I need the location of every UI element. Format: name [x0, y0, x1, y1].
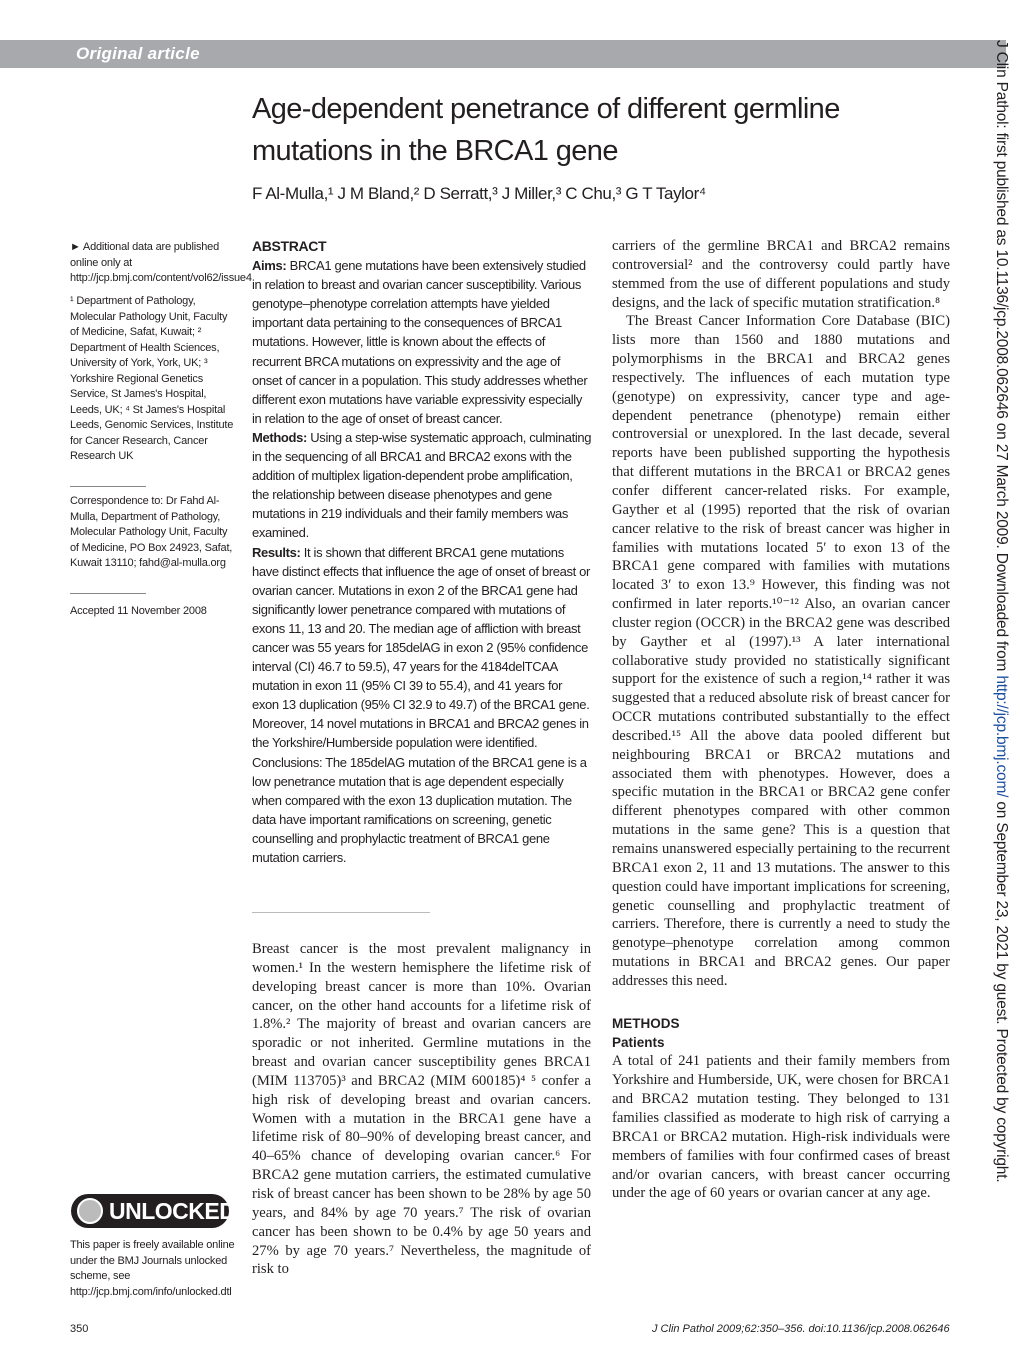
footer-citation: J Clin Pathol 2009;62:350–356. doi:10.1136/jcp.2008.062646	[652, 1323, 950, 1335]
intro-paragraph: Breast cancer is the most prevalent malignancy in women.¹ In the western hemisphere the lifetime risk of developing breast cancer is more than 10%. Ovarian cancer, on the other hand accounts for a lifetime risk of 1.8%.² The majority of breast and ovarian cancers are sporadic or not inherited. Germline mutations in the breast and ovarian cancer susceptibility genes BRCA1 (MIM 113705)³ and BRCA2 (MIM 600185)⁴ ⁵ confer a high risk of developing breast and ovarian cancers. Women with a mutation in the BRCA1 gene have a lifetime risk of 80–90% of developing breast cancer, and 40–65% chance of developing ovarian cancer.⁶ For BRCA2 gene mutation carriers, the estimated cumulative risk of breast cancer has been shown to be 28% by age 50 years, and 84% by age 70 years.⁷ The risk of ovarian cancer has been shown to be 0.4% by age 50 years and 27% by age 70 years.⁷ Nevertheless, the magnitude of risk to	[252, 941, 591, 1278]
article-type-banner	[0, 40, 1006, 68]
divider	[70, 486, 146, 487]
abstract-heading: ABSTRACT	[252, 238, 327, 254]
abstract-results: It is shown that different BRCA1 gene mutations have distinct effects that influence the age of onset of breast or ovarian cancer. Mutations in exon 2 of the BRCA1 gene had significantly lower penetrance compared with mutations of exons 11, 13 and 20. The median age of affliction with breast cancer was 55 years for 185delAG in exon 2 (95% confidence interval (CI) 46.7 to 59.5), 47 years for the 4184delTCAA mutation in exon 11 (95% CI 39 to 55.4), and 41 years for exon 13 duplication (95% CI 32.9 to 49.7) of the BRCA1 gene. Moreover, 14 novel mutations in BRCA1 and BRCA2 genes in the Yorkshire/Humberside population were identified.	[252, 544, 590, 751]
correspondence: Correspondence to: Dr Fahd Al-Mulla, Department of Pathology, Molecular Pathology Unit, Faculty of Medicine, PO Box 24923, Safat, Kuwait 13110; fahd@al-mulla.org	[70, 495, 233, 569]
body-column-right	[612, 237, 950, 1203]
unlocked-logo: UNLOCKED	[71, 1194, 229, 1228]
methods-heading: METHODS	[612, 1015, 680, 1031]
body-paragraph: carriers of the germline BRCA1 and BRCA2 remains controversial² and the controversy could partly have stemmed from the use of different populations and study designs, and the lack of specific mutation stratification.⁸	[612, 238, 950, 311]
open-lock-icon	[77, 1198, 103, 1224]
authors: F Al-Mulla,¹ J M Bland,² D Serratt,³ J Miller,³ C Chu,³ G T Taylor⁴	[252, 184, 706, 203]
patients-heading: Patients	[612, 1034, 665, 1050]
article-type: Original article	[76, 44, 200, 63]
accepted-date: Accepted 11 November 2008	[70, 605, 207, 617]
body-paragraph: The Breast Cancer Information Core Database (BIC) lists more than 1560 and 1880 mutations and polymorphisms in the BRCA1 and BRCA2 genes respectively. The influences of each mutation type (genotype) on expressivity, cancer type and age-dependent penetrance (phenotype) remain either controversial or unexplored. In the last decade, several reports have been published supporting the hypothesis that different mutations in the BRCA1 or BRCA2 genes confer different cancer-related risks. For example, Gayther et al (1995) reported that the risk of ovarian cancer relative to the risk of breast cancer was higher in families with mutations located 5′ to exon 13 of the BRCA1 gene compared with families with mutations located 3′ to exon 13.⁹ However, this finding was not confirmed in later reports.¹⁰⁻¹² Also, an ovarian cancer cluster region (OCCR) in the BRCA2 gene was described by Gayther et al (1997).¹³ A later international collaborative study provided no statistically significant support for the existence of such a region,¹⁴ rather it was suggested that a reduced absolute risk of breast cancer for OCCR mutations contributed substantially to the effect described.¹⁵ All the above data pooled different but neighbouring BRCA1 or BRCA2 mutations and associated them with phenotypes. However, does a specific mutation in the BRCA1 or BRCA2 gene confer different phenotypes compared with other common mutations in the same gene? This is a question that remains unanswered especially pertaining to the recurrent BRCA1 exon 2, 11 and 13 mutations. The answer to this question could have important implications for screening, genetic counselling and prophylactic treatment of carriers. Therefore, there is currently a need to study the genotype–phenotype correlation among common mutations in BRCA1 and BRCA2 genes. Our paper addresses this need.	[612, 313, 950, 989]
abstract-conclusions: Conclusions: The 185delAG mutation of the BRCA1 gene is a low penetrance mutation that is age dependent especially when compared with the exon 13 duplication mutation. The data have important ramifications on screening, genetic counselling and prophylactic treatment of BRCA1 gene mutation carriers.	[252, 754, 587, 865]
unlocked-note: This paper is freely available online under the BMJ Journals unlocked scheme, see http://jcp.bmj.com/info/unlocked.dtl	[70, 1239, 235, 1298]
abstract-aims: BRCA1 gene mutations have been extensively studied in relation to breast and ovarian cancer susceptibility. Various genotype–phenotype correlation attempts have yielded important data pertaining to the consequences of BRCA1 mutations. However, little is known about the effects of recurrent BRCA mutations on expressivity and the age of onset of cancer in a population. This study addresses whether different exon mutations have variable expressivity especially in relation to the age of onset of breast cancer.	[252, 258, 588, 426]
abstract: ABSTRACT Aims: BRCA1 gene mutations have been extensively studied in relation to breast and ovarian cancer susceptibility. Various genotype–phenotype correlation attempts have yielded important data pertaining to the consequences of BRCA1 mutations. However, little is known about the effects of recurrent BRCA mutations on expressivity and the age of onset of cancer in a population. This study addresses whether different exon mutations have variable expressivity especially in relation to the age of onset of breast cancer. Methods: Using a step-wise systematic approach, culminating in the sequencing of all BRCA1 and BRCA2 exons with the addition of multiplex ligation-dependent probe amplification, the relationship between disease phenotypes and gene mutations in 219 individuals and their family members was examined. Results: It is shown that different BRCA1 gene mutations have distinct effects that influence the age of onset of breast or ovarian cancer. Mutations in exon 2 of the BRCA1 gene had significantly lower penetrance compared with mutations of exons 11, 13 and 20. The median age of affliction with breast cancer was 55 years for 185delAG in exon 2 (95% confidence interval (CI) 46.7 to 59.5), 47 years for the 4184delTCAA mutation in exon 11 (95% CI 39 to 55.4), and 41 years for exon 13 duplication (95% CI 32.9 to 49.7) of the BRCA1 gene. Moreover, 14 novel mutations in BRCA1 and BRCA2 genes in the Yorkshire/Humberside population were identified. Conclusions: The 185delAG mutation of the BRCA1 gene is a low penetrance mutation that is age dependent especially when compared with the exon 13 duplication mutation. The data have important ramifications on screening, genetic counselling and prophylactic treatment of BRCA1 gene mutation carriers.	[252, 237, 592, 867]
body-paragraph: A total of 241 patients and their family members from Yorkshire and Humberside, UK, were chosen for BRCA1 and BRCA2 mutation testing. They belonged to 131 families classified as moderate to high risk of carrying a BRCA1 or BRCA2 mutation. High-risk individuals were members of families with four confirmed cases of breast and/or ovarian cancers, with breast cancer occurring under the age of 60 years or ovarian cancer at any age.	[612, 1053, 950, 1202]
body-column-left	[252, 940, 591, 1279]
divider	[70, 593, 146, 594]
download-notice: J Clin Pathol: first published as 10.1136/jcp.2008.062646 on 27 March 2009. Downloaded from http://jcp.bmj.com/ on September 23, 2021 by guest. Protected by copyright.	[993, 40, 1010, 1183]
affiliations: ¹ Department of Pathology, Molecular Pathology Unit, Faculty of Medicine, Safat, Kuwait; ² Department of Health Sciences, University of York, York, UK; ³ Yorkshire Regional Genetics Service, St James's Hospital, Leeds, UK; ⁴ St James's Hospital Leeds, Genomic Services, Institute for Cancer Research, Cancer Research UK	[70, 295, 234, 462]
abstract-methods: Using a step-wise systematic approach, culminating in the sequencing of all BRCA1 and BRCA2 exons with the addition of multiplex ligation-dependent probe amplification, the relationship between disease phenotypes and gene mutations in 219 individuals and their family members was examined.	[252, 429, 592, 541]
additional-data-note: ► Additional data are published online only at http://jcp.bmj.com/content/vol62/issue4	[70, 241, 252, 284]
page-number: 350	[70, 1323, 89, 1335]
journal-link[interactable]: http://jcp.bmj.com/	[993, 675, 1010, 798]
divider	[252, 912, 430, 913]
article-title: Age-dependent penetrance of different germline mutations in the BRCA1 gene	[252, 93, 840, 167]
